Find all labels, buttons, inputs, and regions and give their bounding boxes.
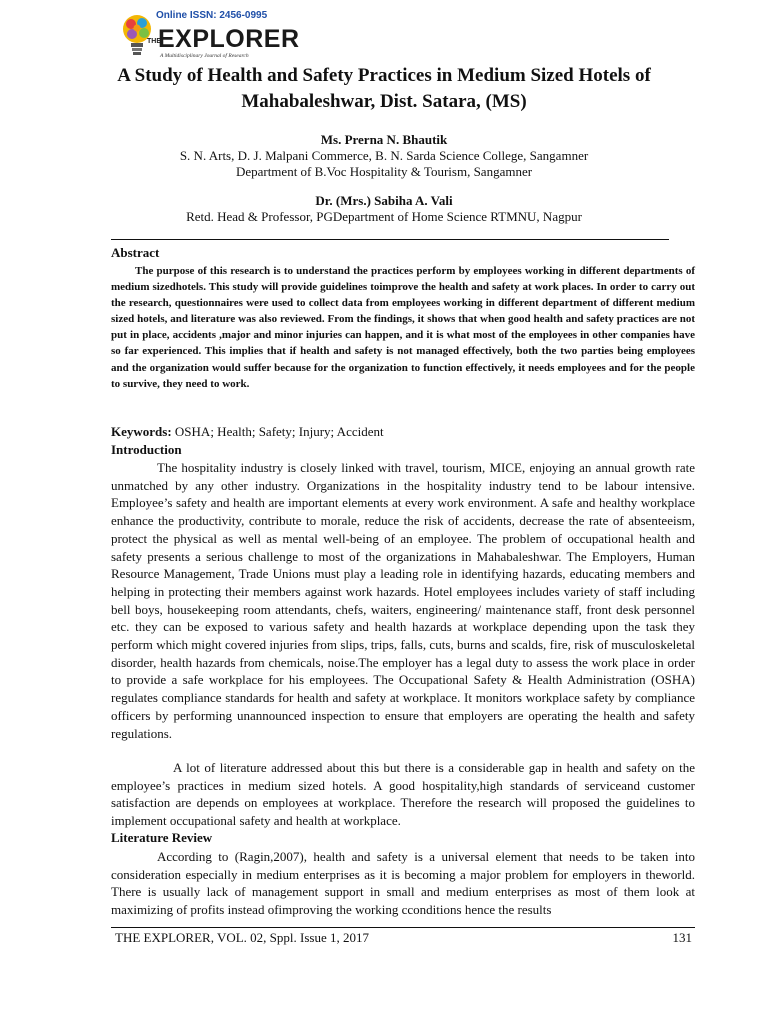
introduction-heading: Introduction <box>111 442 182 457</box>
literature-review-paragraph: According to (Ragin,2007), health and safety is a universal element that needs to be taken into consideration especially in medium enterprises as it is becoming a major problem for employers in theworld. There is usually lack of management support in small and medium enterprises as most of them look at maximizing of profits instead ofimproving the working cconditions hence the results <box>111 849 695 918</box>
logo-wordmark: EXPLORER <box>158 25 300 53</box>
header-divider <box>111 239 669 240</box>
author-department: Department of B.Voc Hospitality & Tourism, Sangamner <box>235 164 533 179</box>
author-name: Ms. Prerna N. Bhautik <box>320 132 448 147</box>
title-line-2: Mahabaleshwar, Dist. Satara, (MS) <box>241 91 527 112</box>
title-line-1: A Study of Health and Safety Practices in Medium Sized Hotels of <box>117 65 651 86</box>
author-affiliation: S. N. Arts, D. J. Malpani Commerce, B. N. Sarda Science College, Sangamner <box>179 148 589 163</box>
introduction-paragraph-1: The hospitality industry is closely linked with travel, tourism, MICE, enjoying an annual growth rate unmatched by any other industry. Organizations in the hospitality industry tend to be labour intensive. Employee’s safety and health are important elements at every work environment. A safe and healthy workplace enhance the productivity, contribute to morale, reduce the risk of accidents, decrease the rate of absenteeism, protect the physical as well as mental well-being of an employee. The problem of occupational health and safety presents a serious challenge to most of the organizations in Mahabaleshwar. The Employers, Human Resource Management, Trade Unions must play a leading role in identifying hazards, educating members and helping in protecting their members against work hazards. Hotel employees includes variety of staff including bell boys, housekeeping room attendants, chefs, waiters, engineering/ maintenance staff, front desk personnel etc. they can be exposed to various safety and health hazards at workplace depending upon the task they perform which might covered injuries from slips, trips, falls, cuts, burns and scalds, fire, risk of musculoskeletal disorder, health hazards from chemicals, noise.The employer has a legal duty to assess the work place in order to provide a safe workplace for his employees. The Occupational Safety & Health Administration (OSHA) regulates compliance standards for health and safety at workplace. It monitors workplace safety by compliance officers by performing unannounced inspection to ensure that employers are operating the health and safety regulations. <box>111 460 695 741</box>
author-block-2 <box>60 193 708 225</box>
keywords-text: OSHA; Health; Safety; Injury; Accident <box>171 424 384 439</box>
author-affiliation: Retd. Head & Professor, PGDepartment of Home Science RTMNU, Nagpur <box>186 209 582 224</box>
keywords-line <box>111 423 384 440</box>
author-block-1 <box>60 132 708 180</box>
page-number: 131 <box>672 930 692 945</box>
abstract-text: The purpose of this research is to understand the practices perform by employees working in different departments of medium sizedhotels. This study will provide guidelines toimprove the health and safety at work places. In order to carry out the research, questionnaires were used to collect data from employees working in different department of different medium sized hotels, and literature was also reviewed. From the findings, it shows that when good health and safety practices are not put in place, accidents ,major and minor injuries can happen, and it is what most of the employees in other companies have so far experienced. This implies that if health and safety is not managed effectively, both the two parties being employees and the organization would suffer because for the organization to function effectively, it needs employees and for the people to survive, they need to work. <box>111 265 695 390</box>
lightbulb-logo-icon <box>120 14 154 58</box>
author-name: Dr. (Mrs.) Sabiha A. Vali <box>315 193 453 208</box>
literature-review-heading: Literature Review <box>111 830 213 845</box>
introduction-paragraph-2: A lot of literature addressed about this but there is a considerable gap in health and safety on the employee’s practices in medium sized hotels. A good hospitality,high standards of serviceand customer satisfaction are depends on employees at workplace. Therefore the research will proposed the guidelines to implement occupational safety and health at workplace. <box>111 760 695 829</box>
abstract-heading: Abstract <box>111 245 160 260</box>
issn-label: Online ISSN: 2456-0995 <box>156 10 268 21</box>
paper-title <box>60 63 708 115</box>
footer-divider <box>111 927 695 928</box>
logo-tagline: A Multidisciplinary Journal of Research <box>160 53 249 59</box>
logo-prefix: THE <box>147 38 161 45</box>
footer-journal-info: THE EXPLORER, VOL. 02, Sppl. Issue 1, 2017 <box>115 930 369 945</box>
keywords-label: Keywords: <box>111 424 172 439</box>
journal-logo <box>116 8 300 66</box>
